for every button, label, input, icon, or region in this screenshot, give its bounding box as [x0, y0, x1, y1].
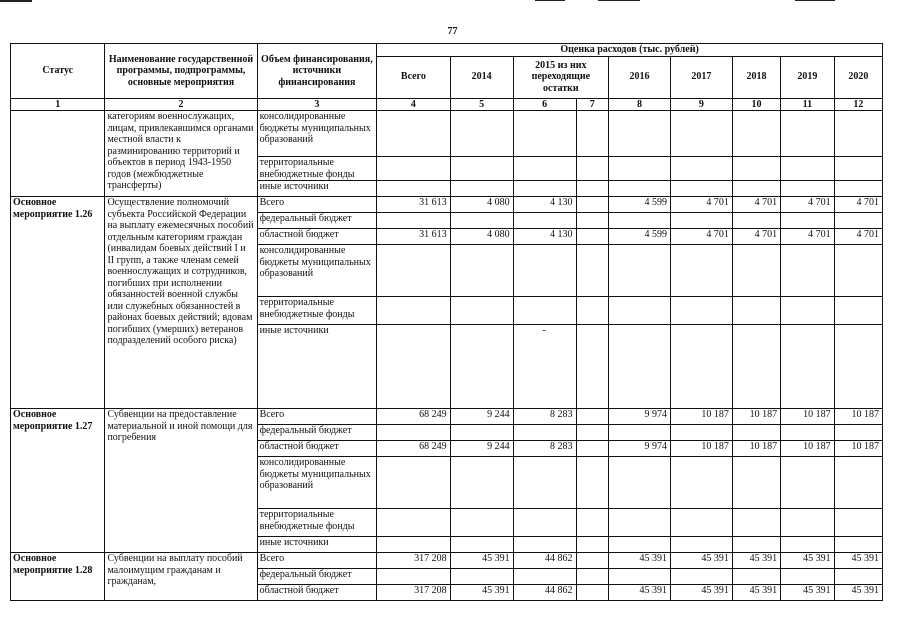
top-rule-mid2: [598, 0, 640, 1]
value-cell: [670, 537, 732, 553]
table-body: [11, 98, 883, 601]
value-cell: [513, 181, 576, 197]
table-row: [11, 111, 883, 157]
value-cell: [513, 245, 576, 297]
value-cell: [670, 569, 732, 585]
source-label: областной бюджет: [257, 441, 377, 457]
value-cell: [834, 213, 882, 229]
value-cell: [834, 325, 882, 409]
value-cell: [834, 509, 882, 537]
source-label: областной бюджет: [257, 229, 377, 245]
value-cell: [576, 425, 609, 441]
value-cell: [732, 457, 780, 509]
column-number: 6: [513, 98, 576, 111]
value-cell: [576, 245, 609, 297]
value-cell: [450, 569, 513, 585]
value-cell: 8 283: [513, 441, 576, 457]
value-cell: [513, 297, 576, 325]
value-cell: [732, 181, 780, 197]
value-cell: [377, 537, 450, 553]
column-number: 5: [450, 98, 513, 111]
value-cell: [377, 111, 450, 157]
value-cell: 45 391: [450, 585, 513, 601]
value-cell: [450, 457, 513, 509]
value-cell: [781, 537, 835, 553]
value-cell: 45 391: [670, 553, 732, 569]
value-cell: [450, 111, 513, 157]
value-cell: 45 391: [781, 553, 835, 569]
value-cell: [834, 245, 882, 297]
source-label: Всего: [257, 553, 377, 569]
value-cell: [781, 157, 835, 181]
value-cell: 44 862: [513, 553, 576, 569]
value-cell: [670, 111, 732, 157]
column-number: 3: [257, 98, 377, 111]
header-2020: 2020: [834, 56, 882, 98]
value-cell: [377, 157, 450, 181]
value-cell: [834, 111, 882, 157]
value-cell: [576, 111, 609, 157]
header-2015: 2015 из них переходящие остатки: [513, 56, 608, 98]
value-cell: [781, 425, 835, 441]
value-cell: [576, 409, 609, 425]
value-cell: 44 862: [513, 585, 576, 601]
column-number: 9: [670, 98, 732, 111]
value-cell: 10 187: [781, 441, 835, 457]
value-cell: 10 187: [834, 441, 882, 457]
column-number: 2: [105, 98, 257, 111]
value-cell: [670, 457, 732, 509]
value-cell: [732, 325, 780, 409]
header-2014: 2014: [450, 56, 513, 98]
value-cell: [609, 245, 671, 297]
value-cell: 4 701: [781, 197, 835, 213]
measure-name: Субвенции на выплату пособий малоимущим гражданам и гражданам,: [105, 553, 257, 601]
top-rule-left: [0, 0, 32, 2]
page-number: 77: [447, 26, 458, 37]
value-cell: [834, 569, 882, 585]
value-cell: [834, 457, 882, 509]
value-cell: 4 080: [450, 229, 513, 245]
value-cell: [377, 181, 450, 197]
header-2017: 2017: [670, 56, 732, 98]
measure-name: Осуществление полномочий субъекта Российской Федерации на выплату ежемесячных пособий отдельным категориям граждан (инвалидам боевых действий I и II групп, а также членам семей военнослужащих и сотрудников, погибших при исполнении обязанностей военной службы или служебных обязанностей в районах боевых действий; вдовам погибших (умерших) ветеранов подразделений особого риска): [105, 197, 257, 409]
value-cell: 45 391: [732, 553, 780, 569]
value-cell: 9 974: [609, 409, 671, 425]
value-cell: [781, 213, 835, 229]
value-cell: 45 391: [781, 585, 835, 601]
source-label: консолидированные бюджеты муниципальных образований: [257, 457, 377, 509]
value-cell: [576, 181, 609, 197]
value-cell: 4 701: [732, 197, 780, 213]
value-cell: 10 187: [670, 409, 732, 425]
value-cell: [732, 569, 780, 585]
header-2016: 2016: [609, 56, 671, 98]
source-label: федеральный бюджет: [257, 569, 377, 585]
value-cell: [377, 509, 450, 537]
source-label: Всего: [257, 197, 377, 213]
value-cell: 31 613: [377, 197, 450, 213]
value-cell: [781, 245, 835, 297]
value-cell: 10 187: [732, 441, 780, 457]
value-cell: 4 701: [670, 229, 732, 245]
header-volume: Объем финансирования, источники финансирования: [257, 44, 377, 99]
value-cell: 10 187: [781, 409, 835, 425]
top-rule-right: [795, 0, 835, 1]
value-cell: [732, 297, 780, 325]
value-cell: -: [513, 325, 576, 409]
value-cell: 4 080: [450, 197, 513, 213]
value-cell: [732, 157, 780, 181]
value-cell: [450, 157, 513, 181]
value-cell: [834, 537, 882, 553]
value-cell: [450, 509, 513, 537]
top-rule-mid: [535, 0, 565, 1]
source-label: иные источники: [257, 181, 377, 197]
value-cell: [732, 537, 780, 553]
value-cell: 45 391: [450, 553, 513, 569]
source-label: федеральный бюджет: [257, 425, 377, 441]
source-label: Всего: [257, 409, 377, 425]
value-cell: [670, 157, 732, 181]
source-label: иные источники: [257, 537, 377, 553]
value-cell: [609, 157, 671, 181]
column-number: 11: [781, 98, 835, 111]
value-cell: [732, 509, 780, 537]
value-cell: [670, 425, 732, 441]
column-number: 12: [834, 98, 882, 111]
budget-table: [10, 43, 883, 601]
value-cell: [377, 425, 450, 441]
value-cell: [576, 553, 609, 569]
value-cell: [670, 213, 732, 229]
column-number: 8: [609, 98, 671, 111]
value-cell: 45 391: [834, 553, 882, 569]
status-cell: [11, 111, 105, 197]
value-cell: 4 130: [513, 229, 576, 245]
value-cell: [576, 297, 609, 325]
value-cell: 317 208: [377, 585, 450, 601]
header-status: Статус: [11, 44, 105, 99]
value-cell: 68 249: [377, 441, 450, 457]
measure-status: Основное мероприятие 1.26: [11, 197, 105, 409]
value-cell: [513, 537, 576, 553]
value-cell: [781, 569, 835, 585]
value-cell: [576, 537, 609, 553]
value-cell: 45 391: [732, 585, 780, 601]
value-cell: [513, 157, 576, 181]
value-cell: [450, 213, 513, 229]
value-cell: [513, 111, 576, 157]
column-number: 4: [377, 98, 450, 111]
measure-status: Основное мероприятие 1.27: [11, 409, 105, 553]
value-cell: [450, 425, 513, 441]
value-cell: 9 974: [609, 441, 671, 457]
value-cell: [450, 325, 513, 409]
value-cell: 4 599: [609, 197, 671, 213]
value-cell: [576, 441, 609, 457]
value-cell: [670, 297, 732, 325]
value-cell: [609, 297, 671, 325]
value-cell: [609, 181, 671, 197]
value-cell: [609, 213, 671, 229]
value-cell: [670, 181, 732, 197]
value-cell: [781, 325, 835, 409]
value-cell: [609, 457, 671, 509]
value-cell: [732, 425, 780, 441]
source-label: территориальные внебюджетные фонды: [257, 157, 377, 181]
value-cell: [513, 213, 576, 229]
value-cell: [377, 245, 450, 297]
value-cell: [513, 509, 576, 537]
source-label: областной бюджет: [257, 585, 377, 601]
value-cell: [609, 111, 671, 157]
value-cell: [781, 111, 835, 157]
value-cell: [781, 457, 835, 509]
value-cell: [377, 297, 450, 325]
value-cell: 4 701: [732, 229, 780, 245]
table-row: [11, 197, 883, 213]
value-cell: 9 244: [450, 441, 513, 457]
value-cell: 317 208: [377, 553, 450, 569]
value-cell: [576, 157, 609, 181]
value-cell: [576, 509, 609, 537]
measure-name: Субвенции на предоставление материальной и иной помощи для погребения: [105, 409, 257, 553]
value-cell: 4 701: [781, 229, 835, 245]
value-cell: [450, 297, 513, 325]
header-2019: 2019: [781, 56, 835, 98]
header-estimate: Оценка расходов (тыс. рублей): [377, 44, 883, 57]
value-cell: 10 187: [670, 441, 732, 457]
table-row: [11, 409, 883, 425]
value-cell: [513, 569, 576, 585]
measure-name: категориям военнослужащих, лицам, привлекавшимся органами местной власти к разминированию территорий и объектов в период 1943-1950 годов (межбюджетные трансферты): [105, 111, 257, 197]
value-cell: [781, 181, 835, 197]
column-number-row: [11, 98, 883, 111]
value-cell: [834, 181, 882, 197]
value-cell: [377, 457, 450, 509]
value-cell: [609, 325, 671, 409]
value-cell: [576, 585, 609, 601]
source-label: территориальные внебюджетные фонды: [257, 509, 377, 537]
value-cell: [609, 569, 671, 585]
source-label: федеральный бюджет: [257, 213, 377, 229]
value-cell: [732, 213, 780, 229]
value-cell: 4 701: [670, 197, 732, 213]
value-cell: [377, 325, 450, 409]
value-cell: 4 701: [834, 197, 882, 213]
value-cell: [377, 213, 450, 229]
value-cell: [609, 509, 671, 537]
value-cell: [377, 569, 450, 585]
value-cell: 4 701: [834, 229, 882, 245]
value-cell: [513, 425, 576, 441]
value-cell: [450, 181, 513, 197]
header-name: Наименование государственной программы, подпрограммы, основные мероприятия: [105, 44, 257, 99]
value-cell: 4 599: [609, 229, 671, 245]
value-cell: 10 187: [834, 409, 882, 425]
column-number: 1: [11, 98, 105, 111]
value-cell: [609, 425, 671, 441]
value-cell: [781, 509, 835, 537]
table-row: [11, 553, 883, 569]
value-cell: 45 391: [609, 553, 671, 569]
value-cell: [834, 297, 882, 325]
value-cell: [609, 537, 671, 553]
value-cell: 45 391: [834, 585, 882, 601]
value-cell: 45 391: [670, 585, 732, 601]
value-cell: 9 244: [450, 409, 513, 425]
value-cell: [576, 457, 609, 509]
value-cell: [670, 509, 732, 537]
value-cell: [834, 425, 882, 441]
measure-status: Основное мероприятие 1.28: [11, 553, 105, 601]
value-cell: [450, 537, 513, 553]
value-cell: [576, 229, 609, 245]
column-number: 10: [732, 98, 780, 111]
value-cell: [670, 245, 732, 297]
value-cell: 68 249: [377, 409, 450, 425]
value-cell: [576, 213, 609, 229]
value-cell: 8 283: [513, 409, 576, 425]
value-cell: [576, 197, 609, 213]
value-cell: [450, 245, 513, 297]
value-cell: [576, 325, 609, 409]
source-label: консолидированные бюджеты муниципальных образований: [257, 245, 377, 297]
value-cell: 10 187: [732, 409, 780, 425]
value-cell: [670, 325, 732, 409]
source-label: консолидированные бюджеты муниципальных образований: [257, 111, 377, 157]
value-cell: [513, 457, 576, 509]
value-cell: [576, 569, 609, 585]
value-cell: [732, 245, 780, 297]
header-2018: 2018: [732, 56, 780, 98]
source-label: иные источники: [257, 325, 377, 409]
value-cell: [732, 111, 780, 157]
header-total: Всего: [377, 56, 450, 98]
value-cell: 31 613: [377, 229, 450, 245]
value-cell: 45 391: [609, 585, 671, 601]
value-cell: 4 130: [513, 197, 576, 213]
value-cell: [781, 297, 835, 325]
value-cell: [834, 157, 882, 181]
source-label: территориальные внебюджетные фонды: [257, 297, 377, 325]
column-number: 7: [576, 98, 609, 111]
